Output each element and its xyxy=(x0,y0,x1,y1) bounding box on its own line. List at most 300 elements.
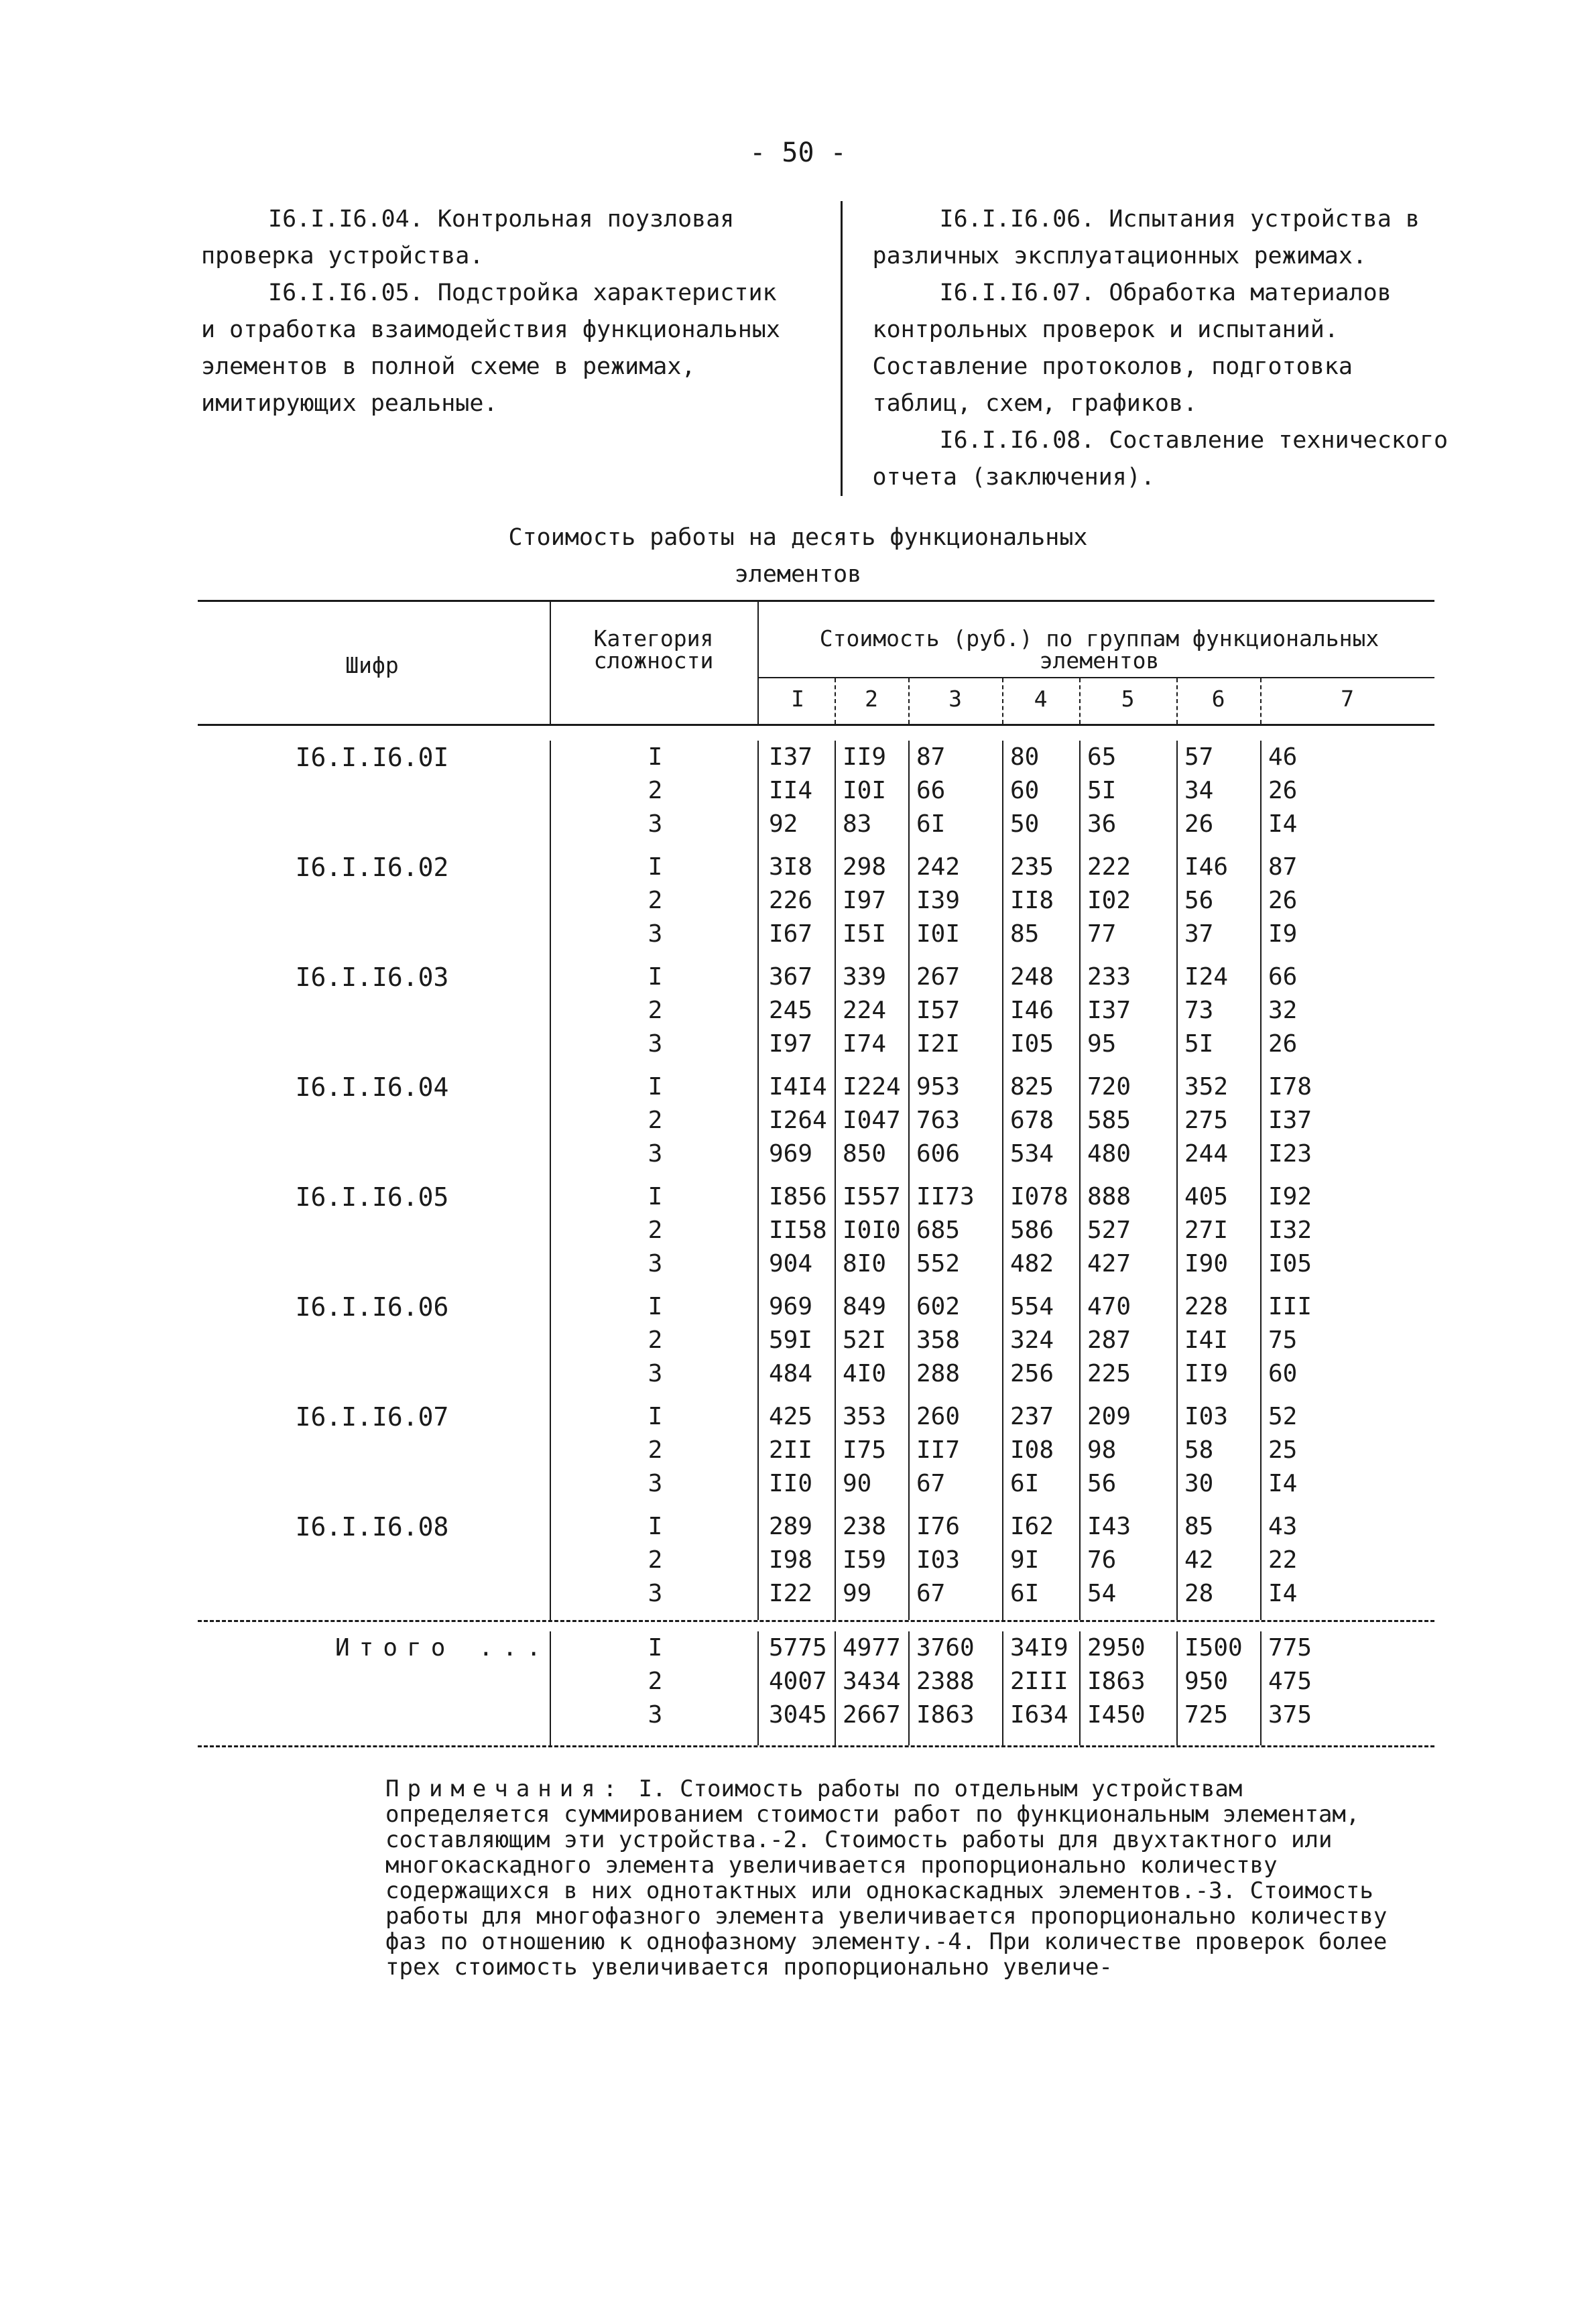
value-cell-group-6: 405 xyxy=(1184,1183,1229,1210)
value-cell-group-4: 554 xyxy=(1010,1293,1054,1320)
value-cell-group-3: 288 xyxy=(916,1360,961,1387)
value-cell-group-6: I500 xyxy=(1184,1634,1243,1662)
value-cell-group-1: I97 xyxy=(769,1030,813,1058)
group-header-divider xyxy=(1079,678,1081,724)
value-cell-group-4: 34I9 xyxy=(1010,1634,1068,1662)
value-cell-group-7: 32 xyxy=(1268,997,1298,1024)
value-cell-group-5: 427 xyxy=(1087,1250,1131,1278)
total-label: Итого ... xyxy=(335,1634,551,1662)
header-divider xyxy=(757,602,759,724)
table-row xyxy=(198,1070,1434,1104)
value-cell-group-3: II73 xyxy=(916,1183,975,1210)
group-header-4: 4 xyxy=(1034,686,1048,712)
value-cell-group-4: 586 xyxy=(1010,1217,1054,1244)
category-cell: 3 xyxy=(648,1250,663,1278)
value-cell-group-5: 720 xyxy=(1087,1073,1131,1101)
value-cell-group-1: 3045 xyxy=(769,1701,827,1729)
notes-lead: Примечания: xyxy=(385,1776,625,1802)
table-row xyxy=(198,1698,1434,1732)
group-header-7: 7 xyxy=(1341,686,1354,712)
value-cell-group-4: 256 xyxy=(1010,1360,1054,1387)
category-cell: I xyxy=(648,1073,663,1101)
value-cell-group-3: I39 xyxy=(916,887,961,914)
value-cell-group-2: II9 xyxy=(843,743,887,771)
value-cell-group-5: 77 xyxy=(1087,920,1117,948)
value-cell-group-2: I97 xyxy=(843,887,887,914)
value-cell-group-6: 85 xyxy=(1184,1513,1214,1540)
value-cell-group-7: 475 xyxy=(1268,1668,1312,1695)
value-cell-group-2: 52I xyxy=(843,1326,887,1354)
category-cell: 2 xyxy=(648,1107,663,1134)
value-cell-group-3: 606 xyxy=(916,1140,961,1168)
value-cell-group-5: I43 xyxy=(1087,1513,1131,1540)
value-cell-group-4: 237 xyxy=(1010,1403,1054,1430)
value-cell-group-2: 849 xyxy=(843,1293,887,1320)
header-subrule xyxy=(757,677,1434,678)
notes xyxy=(385,1776,1411,1980)
value-cell-group-1: I856 xyxy=(769,1183,827,1210)
value-cell-group-2: 4977 xyxy=(843,1634,901,1662)
row-code: I6.I.I6.03 xyxy=(295,962,449,992)
value-cell-group-3: 953 xyxy=(916,1073,961,1101)
group-header-divider xyxy=(835,678,836,724)
table-caption-line-1: Стоимость работы на десять функциональных xyxy=(508,524,1088,551)
header-category: Категория сложности xyxy=(593,625,714,674)
value-cell-group-3: 552 xyxy=(916,1250,961,1278)
value-cell-group-6: 5I xyxy=(1184,1030,1214,1058)
value-cell-group-1: 425 xyxy=(769,1403,813,1430)
value-cell-group-6: 73 xyxy=(1184,997,1214,1024)
group-header-1: I xyxy=(791,686,804,712)
value-cell-group-6: I4I xyxy=(1184,1326,1229,1354)
table-row xyxy=(198,1324,1434,1357)
value-cell-group-1: 904 xyxy=(769,1250,813,1278)
value-cell-group-1: 245 xyxy=(769,997,813,1024)
value-cell-group-4: I634 xyxy=(1010,1701,1068,1729)
value-cell-group-1: 226 xyxy=(769,887,813,914)
row-code: I6.I.I6.02 xyxy=(295,853,449,882)
category-cell: 3 xyxy=(648,1580,663,1607)
value-cell-group-5: 233 xyxy=(1087,963,1131,991)
value-cell-group-3: 66 xyxy=(916,777,946,804)
table-row xyxy=(198,1400,1434,1434)
value-cell-group-6: 37 xyxy=(1184,920,1214,948)
paragraph-16-1-16-07: I6.I.I6.07. Обработка материалов контрольных проверок и испытаний. Составление протоколов, подготовка таблиц, схем, графиков. xyxy=(872,279,1392,417)
value-cell-group-2: I59 xyxy=(843,1546,887,1574)
value-cell-group-4: 235 xyxy=(1010,853,1054,881)
value-cell-group-2: 2667 xyxy=(843,1701,901,1729)
value-cell-group-2: 83 xyxy=(843,810,872,838)
column-divider xyxy=(841,201,843,496)
value-cell-group-5: I02 xyxy=(1087,887,1131,914)
value-cell-group-6: 352 xyxy=(1184,1073,1229,1101)
category-cell: 3 xyxy=(648,920,663,948)
value-cell-group-7: 26 xyxy=(1268,887,1298,914)
table-row xyxy=(198,918,1434,951)
value-cell-group-7: I9 xyxy=(1268,920,1298,948)
intro-left-column xyxy=(201,201,824,496)
category-cell: 3 xyxy=(648,1030,663,1058)
value-cell-group-4: I46 xyxy=(1010,997,1054,1024)
table-row xyxy=(198,1631,1434,1665)
table-row-group xyxy=(198,960,1434,1070)
value-cell-group-7: 775 xyxy=(1268,1634,1312,1662)
category-cell: I xyxy=(648,1513,663,1540)
value-cell-group-2: I75 xyxy=(843,1436,887,1464)
table-row xyxy=(198,884,1434,918)
intro-right-column xyxy=(859,201,1462,496)
category-cell: 3 xyxy=(648,1701,663,1729)
value-cell-group-6: I03 xyxy=(1184,1403,1229,1430)
page-number: - 50 - xyxy=(749,137,847,168)
value-cell-group-5: 2950 xyxy=(1087,1634,1146,1662)
table-row xyxy=(198,960,1434,994)
table-row-group xyxy=(198,1180,1434,1290)
category-cell: 2 xyxy=(648,1436,663,1464)
value-cell-group-2: I557 xyxy=(843,1183,901,1210)
category-cell: 3 xyxy=(648,1470,663,1497)
value-cell-group-1: I98 xyxy=(769,1546,813,1574)
value-cell-group-2: I047 xyxy=(843,1107,901,1134)
value-cell-group-4: 9I xyxy=(1010,1546,1040,1574)
value-cell-group-1: 4007 xyxy=(769,1668,827,1695)
value-cell-group-3: 267 xyxy=(916,963,961,991)
value-cell-group-1: 969 xyxy=(769,1140,813,1168)
value-cell-group-2: 238 xyxy=(843,1513,887,1540)
value-cell-group-1: 289 xyxy=(769,1513,813,1540)
paragraph-16-1-16-04: I6.I.I6.04. Контрольная поузловая проверка устройства. xyxy=(201,206,735,269)
value-cell-group-5: 98 xyxy=(1087,1436,1117,1464)
value-cell-group-5: 54 xyxy=(1087,1580,1117,1607)
value-cell-group-7: 26 xyxy=(1268,1030,1298,1058)
value-cell-group-6: I46 xyxy=(1184,853,1229,881)
category-cell: 2 xyxy=(648,997,663,1024)
group-header-divider xyxy=(1002,678,1003,724)
value-cell-group-1: II58 xyxy=(769,1217,827,1244)
table-row-group xyxy=(198,741,1434,851)
value-cell-group-7: I05 xyxy=(1268,1250,1312,1278)
value-cell-group-3: I2I xyxy=(916,1030,961,1058)
value-cell-group-3: 6I xyxy=(916,810,946,838)
category-cell: 2 xyxy=(648,1546,663,1574)
cost-table xyxy=(198,600,1434,1747)
value-cell-group-5: 470 xyxy=(1087,1293,1131,1320)
category-cell: I xyxy=(648,963,663,991)
value-cell-group-1: 2II xyxy=(769,1436,813,1464)
group-header-divider xyxy=(908,678,910,724)
value-cell-group-3: I863 xyxy=(916,1701,975,1729)
table-row xyxy=(198,1357,1434,1391)
value-cell-group-5: 209 xyxy=(1087,1403,1131,1430)
value-cell-group-4: I078 xyxy=(1010,1183,1068,1210)
value-cell-group-2: 339 xyxy=(843,963,887,991)
group-header-5: 5 xyxy=(1121,686,1135,712)
value-cell-group-4: 50 xyxy=(1010,810,1040,838)
value-cell-group-3: I57 xyxy=(916,997,961,1024)
value-cell-group-6: 57 xyxy=(1184,743,1214,771)
notes-text: I. Стоимость работы по отдельным устройствам определяется суммированием стоимости работ по функциональным элементам, составляющим эти устройства.-2. Стоимость работы для двухтактного или многокаскадного элемента увеличивается пропорционально количеству содержащихся в них однотактных или однокаскадных элементов.-3. Стоимость работы для многофазного элемента увеличивается пропорционально количеству фаз по отношению к однофазному элементу.-4. При количестве проверок более трех стоимость увеличивается пропорционально увеличе- xyxy=(385,1776,1388,1981)
value-cell-group-6: 42 xyxy=(1184,1546,1214,1574)
category-cell: I xyxy=(648,743,663,771)
value-cell-group-7: 46 xyxy=(1268,743,1298,771)
value-cell-group-7: 66 xyxy=(1268,963,1298,991)
table-row xyxy=(198,1214,1434,1247)
value-cell-group-5: I863 xyxy=(1087,1668,1146,1695)
value-cell-group-5: 95 xyxy=(1087,1030,1117,1058)
value-cell-group-1: 92 xyxy=(769,810,798,838)
category-cell: 3 xyxy=(648,1360,663,1387)
value-cell-group-7: I37 xyxy=(1268,1107,1312,1134)
group-header-divider xyxy=(1260,678,1262,724)
value-cell-group-6: 228 xyxy=(1184,1293,1229,1320)
value-cell-group-5: 56 xyxy=(1087,1470,1117,1497)
value-cell-group-1: I22 xyxy=(769,1580,813,1607)
category-cell: I xyxy=(648,1403,663,1430)
value-cell-group-3: 2388 xyxy=(916,1668,975,1695)
value-cell-group-4: 6I xyxy=(1010,1470,1040,1497)
value-cell-group-2: I0I xyxy=(843,777,887,804)
value-cell-group-1: II4 xyxy=(769,777,813,804)
table-row xyxy=(198,808,1434,841)
paragraph-16-1-16-06: I6.I.I6.06. Испытания устройства в различных эксплуатационных режимах. xyxy=(872,206,1420,269)
value-cell-group-3: 358 xyxy=(916,1326,961,1354)
row-code: I6.I.I6.07 xyxy=(295,1402,449,1432)
value-cell-group-7: I4 xyxy=(1268,1470,1298,1497)
value-cell-group-5: 225 xyxy=(1087,1360,1131,1387)
table-row xyxy=(198,1467,1434,1501)
value-cell-group-7: I4 xyxy=(1268,810,1298,838)
value-cell-group-6: 34 xyxy=(1184,777,1214,804)
value-cell-group-3: 242 xyxy=(916,853,961,881)
value-cell-group-3: I0I xyxy=(916,920,961,948)
table-row xyxy=(198,1665,1434,1698)
value-cell-group-7: I78 xyxy=(1268,1073,1312,1101)
value-cell-group-6: 28 xyxy=(1184,1580,1214,1607)
total-row-group xyxy=(198,1631,1434,1745)
value-cell-group-3: I03 xyxy=(916,1546,961,1574)
value-cell-group-1: 367 xyxy=(769,963,813,991)
value-cell-group-5: 5I xyxy=(1087,777,1117,804)
value-cell-group-1: 484 xyxy=(769,1360,813,1387)
table-row xyxy=(198,1028,1434,1061)
value-cell-group-4: 60 xyxy=(1010,777,1040,804)
value-cell-group-2: 353 xyxy=(843,1403,887,1430)
value-cell-group-1: I4I4 xyxy=(769,1073,827,1101)
row-code: I6.I.I6.0I xyxy=(295,743,449,772)
value-cell-group-1: 5775 xyxy=(769,1634,827,1662)
value-cell-group-6: 275 xyxy=(1184,1107,1229,1134)
value-cell-group-6: 725 xyxy=(1184,1701,1229,1729)
value-cell-group-1: 969 xyxy=(769,1293,813,1320)
value-cell-group-4: 825 xyxy=(1010,1073,1054,1101)
value-cell-group-4: 678 xyxy=(1010,1107,1054,1134)
value-cell-group-7: 25 xyxy=(1268,1436,1298,1464)
value-cell-group-4: 324 xyxy=(1010,1326,1054,1354)
value-cell-group-7: 52 xyxy=(1268,1403,1298,1430)
value-cell-group-4: 534 xyxy=(1010,1140,1054,1168)
row-code: I6.I.I6.06 xyxy=(295,1292,449,1322)
header-cost: Стоимость (руб.) по группам функциональных элементов xyxy=(819,625,1379,674)
table-row-group xyxy=(198,1070,1434,1180)
group-header-2: 2 xyxy=(865,686,878,712)
value-cell-group-7: 60 xyxy=(1268,1360,1298,1387)
value-cell-group-7: 43 xyxy=(1268,1513,1298,1540)
value-cell-group-7: 75 xyxy=(1268,1326,1298,1354)
paragraph-16-1-16-08: I6.I.I6.08. Составление технического отчета (заключения). xyxy=(872,427,1449,491)
category-cell: 2 xyxy=(648,887,663,914)
value-cell-group-4: 482 xyxy=(1010,1250,1054,1278)
table-row-group xyxy=(198,1290,1434,1400)
table-row xyxy=(198,851,1434,884)
table-row-group xyxy=(198,1400,1434,1510)
category-cell: 2 xyxy=(648,1668,663,1695)
value-cell-group-4: 248 xyxy=(1010,963,1054,991)
value-cell-group-7: 87 xyxy=(1268,853,1298,881)
table-row xyxy=(198,1434,1434,1467)
value-cell-group-6: 244 xyxy=(1184,1140,1229,1168)
table-row xyxy=(198,1137,1434,1171)
value-cell-group-2: 90 xyxy=(843,1470,872,1497)
value-cell-group-2: I0I0 xyxy=(843,1217,901,1244)
value-cell-group-2: I5I xyxy=(843,920,887,948)
value-cell-group-3: 67 xyxy=(916,1580,946,1607)
table-row xyxy=(198,1290,1434,1324)
category-cell: I xyxy=(648,1293,663,1320)
table-row xyxy=(198,1247,1434,1281)
value-cell-group-5: 36 xyxy=(1087,810,1117,838)
value-cell-group-4: 80 xyxy=(1010,743,1040,771)
value-cell-group-2: 99 xyxy=(843,1580,872,1607)
value-cell-group-4: 85 xyxy=(1010,920,1040,948)
table-row-group xyxy=(198,1510,1434,1620)
value-cell-group-7: 375 xyxy=(1268,1701,1312,1729)
value-cell-group-7: I4 xyxy=(1268,1580,1298,1607)
intro-section xyxy=(201,201,1461,496)
table-row xyxy=(198,774,1434,808)
header-divider xyxy=(550,602,551,724)
value-cell-group-5: 287 xyxy=(1087,1326,1131,1354)
value-cell-group-3: II7 xyxy=(916,1436,961,1464)
value-cell-group-1: 59I xyxy=(769,1326,813,1354)
header-code: Шифр xyxy=(345,652,399,678)
value-cell-group-6: I90 xyxy=(1184,1250,1229,1278)
table-row xyxy=(198,994,1434,1028)
value-cell-group-3: 763 xyxy=(916,1107,961,1134)
value-cell-group-1: I264 xyxy=(769,1107,827,1134)
table-row xyxy=(198,1510,1434,1544)
value-cell-group-6: 950 xyxy=(1184,1668,1229,1695)
value-cell-group-2: 8I0 xyxy=(843,1250,887,1278)
value-cell-group-5: I37 xyxy=(1087,997,1131,1024)
value-cell-group-5: I450 xyxy=(1087,1701,1146,1729)
category-cell: 2 xyxy=(648,777,663,804)
table-header xyxy=(198,602,1434,724)
table-row xyxy=(198,1104,1434,1137)
value-cell-group-2: 4I0 xyxy=(843,1360,887,1387)
value-cell-group-5: 527 xyxy=(1087,1217,1131,1244)
category-cell: I xyxy=(648,1183,663,1210)
value-cell-group-6: I24 xyxy=(1184,963,1229,991)
value-cell-group-7: 22 xyxy=(1268,1546,1298,1574)
value-cell-group-5: 76 xyxy=(1087,1546,1117,1574)
group-header-6: 6 xyxy=(1211,686,1225,712)
value-cell-group-4: 6I xyxy=(1010,1580,1040,1607)
value-cell-group-4: 2III xyxy=(1010,1668,1068,1695)
category-cell: I xyxy=(648,1634,663,1662)
table-row xyxy=(198,741,1434,774)
value-cell-group-3: 67 xyxy=(916,1470,946,1497)
category-cell: I xyxy=(648,853,663,881)
row-code: I6.I.I6.05 xyxy=(295,1182,449,1212)
value-cell-group-5: 65 xyxy=(1087,743,1117,771)
table-caption xyxy=(0,519,1596,593)
value-cell-group-7: I92 xyxy=(1268,1183,1312,1210)
table-row xyxy=(198,1577,1434,1611)
value-cell-group-6: II9 xyxy=(1184,1360,1229,1387)
value-cell-group-2: 298 xyxy=(843,853,887,881)
value-cell-group-1: I67 xyxy=(769,920,813,948)
value-cell-group-6: 30 xyxy=(1184,1470,1214,1497)
value-cell-group-2: 3434 xyxy=(843,1668,901,1695)
value-cell-group-5: 585 xyxy=(1087,1107,1131,1134)
table-row xyxy=(198,1180,1434,1214)
value-cell-group-1: II0 xyxy=(769,1470,813,1497)
value-cell-group-2: 850 xyxy=(843,1140,887,1168)
category-cell: 3 xyxy=(648,810,663,838)
category-cell: 3 xyxy=(648,1140,663,1168)
paragraph-16-1-16-05: I6.I.I6.05. Подстройка характеристик и отработка взаимодействия функциональных элементов в полной схеме в режимах, имитирующих реальные. xyxy=(201,279,780,417)
value-cell-group-3: I76 xyxy=(916,1513,961,1540)
value-cell-group-7: I32 xyxy=(1268,1217,1312,1244)
row-code: I6.I.I6.08 xyxy=(295,1512,449,1542)
value-cell-group-7: I23 xyxy=(1268,1140,1312,1168)
category-cell: 2 xyxy=(648,1326,663,1354)
value-cell-group-6: 26 xyxy=(1184,810,1214,838)
value-cell-group-3: 602 xyxy=(916,1293,961,1320)
table-bottom-rule xyxy=(198,1745,1434,1747)
value-cell-group-4: II8 xyxy=(1010,887,1054,914)
value-cell-group-2: I74 xyxy=(843,1030,887,1058)
value-cell-group-6: 27I xyxy=(1184,1217,1229,1244)
group-header-divider xyxy=(1176,678,1178,724)
value-cell-group-1: I37 xyxy=(769,743,813,771)
value-cell-group-4: I08 xyxy=(1010,1436,1054,1464)
value-cell-group-6: 56 xyxy=(1184,887,1214,914)
value-cell-group-5: 222 xyxy=(1087,853,1131,881)
value-cell-group-4: I05 xyxy=(1010,1030,1054,1058)
row-code: I6.I.I6.04 xyxy=(295,1072,449,1102)
group-header-3: 3 xyxy=(948,686,962,712)
value-cell-group-1: 3I8 xyxy=(769,853,813,881)
category-cell: 2 xyxy=(648,1217,663,1244)
value-cell-group-7: 26 xyxy=(1268,777,1298,804)
value-cell-group-7: III xyxy=(1268,1293,1312,1320)
value-cell-group-3: 685 xyxy=(916,1217,961,1244)
value-cell-group-2: 224 xyxy=(843,997,887,1024)
table-row xyxy=(198,1544,1434,1577)
value-cell-group-3: 260 xyxy=(916,1403,961,1430)
table-body xyxy=(198,726,1434,1745)
value-cell-group-2: I224 xyxy=(843,1073,901,1101)
value-cell-group-3: 87 xyxy=(916,743,946,771)
table-caption-line-2: элементов xyxy=(734,561,862,588)
value-cell-group-5: 480 xyxy=(1087,1140,1131,1168)
table-row-group xyxy=(198,851,1434,960)
value-cell-group-4: I62 xyxy=(1010,1513,1054,1540)
value-cell-group-3: 3760 xyxy=(916,1634,975,1662)
value-cell-group-6: 58 xyxy=(1184,1436,1214,1464)
value-cell-group-5: 888 xyxy=(1087,1183,1131,1210)
